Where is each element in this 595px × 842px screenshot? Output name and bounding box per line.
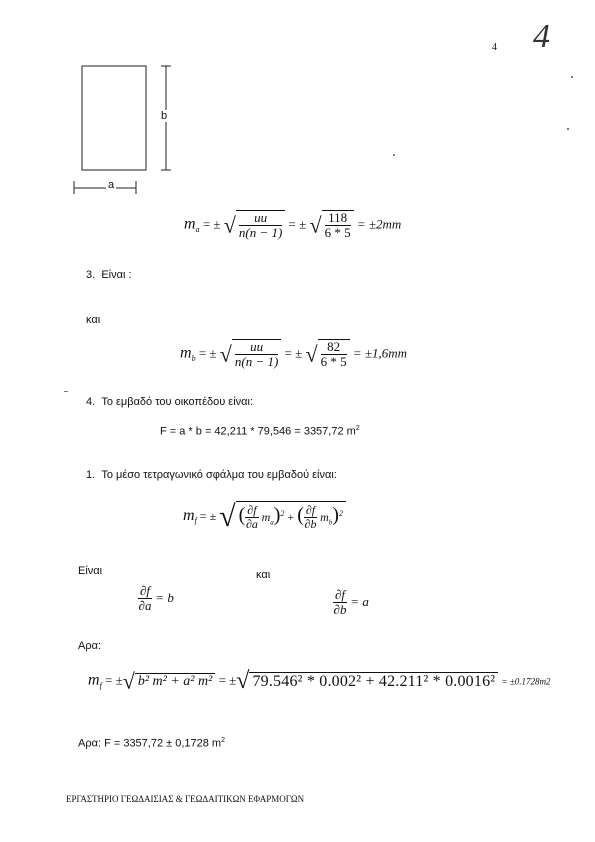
item-1: 1. Το μέσο τετραγωνικό σφάλμα του εμβαδού είναι:: [86, 469, 337, 481]
item-3: 3. Είναι :: [86, 269, 132, 281]
final-result: Αρα: F = 3357,72 ± 0,1728 $m^2$: [78, 737, 226, 750]
page-number: 4: [492, 42, 497, 53]
parcel-diagram: [70, 62, 180, 197]
text-einai: Είναι: [78, 565, 103, 577]
scan-speck: [393, 154, 395, 156]
text-kai: και: [86, 314, 101, 326]
scan-speck: [64, 391, 68, 392]
label-b: b: [161, 110, 168, 122]
parcel-rectangle: [82, 66, 146, 170]
item-4: 4. Το εμβαδό του οικοπέδου είναι:: [86, 396, 254, 408]
scan-speck: [567, 128, 569, 130]
label-a: a: [108, 179, 115, 191]
footer-lab-name: ΕΡΓΑΣΤΗΡΙΟ ΓΕΩΔΑΙΣΙΑΣ & ΓΕΩΔΑΙΤΙΚΩΝ ΕΦΑΡΜΟΓΩΝ: [66, 794, 305, 804]
final-equation: $m_f$ = ±√ b² m² + a² m² = ±√ 79.546² * 0.002² + 42.211² * 0.0016² = ±0.1728m2: [88, 668, 551, 694]
equation-mb: $m_b$ = ± √ $\frac{uu}{n(n - 1)}$ = ± √ $\frac{82}{6 * 5}$ = ±1,6mm: [180, 339, 408, 370]
equation-ma: $m_a$ = ± √ $\frac{uu}{n(n - 1)}$ = ± √ $\frac{118}{6 * 5}$ = ±2mm: [184, 210, 402, 241]
derivative-a: $\frac{\partial f}{\partial a}$ = b: [138, 583, 174, 614]
scan-speck: [571, 76, 573, 78]
handwritten-page-number: 4: [533, 18, 550, 55]
area-equation: F = a * b = 42,211 * 79,546 = 3357,72 $m^2$: [160, 425, 360, 438]
derivative-b: $\frac{\partial f}{\partial b}$ = a: [333, 587, 369, 618]
text-kai-2: και: [256, 569, 271, 581]
equation-mf: $m_f$ = ± √ ( $\frac{\partial f}{\partial a}$ $m_a)^2$ + ( $\frac{\partial f}{\partial b}$ $m_b)^2$: [183, 500, 346, 534]
text-ara-1: Αρα:: [78, 640, 102, 652]
